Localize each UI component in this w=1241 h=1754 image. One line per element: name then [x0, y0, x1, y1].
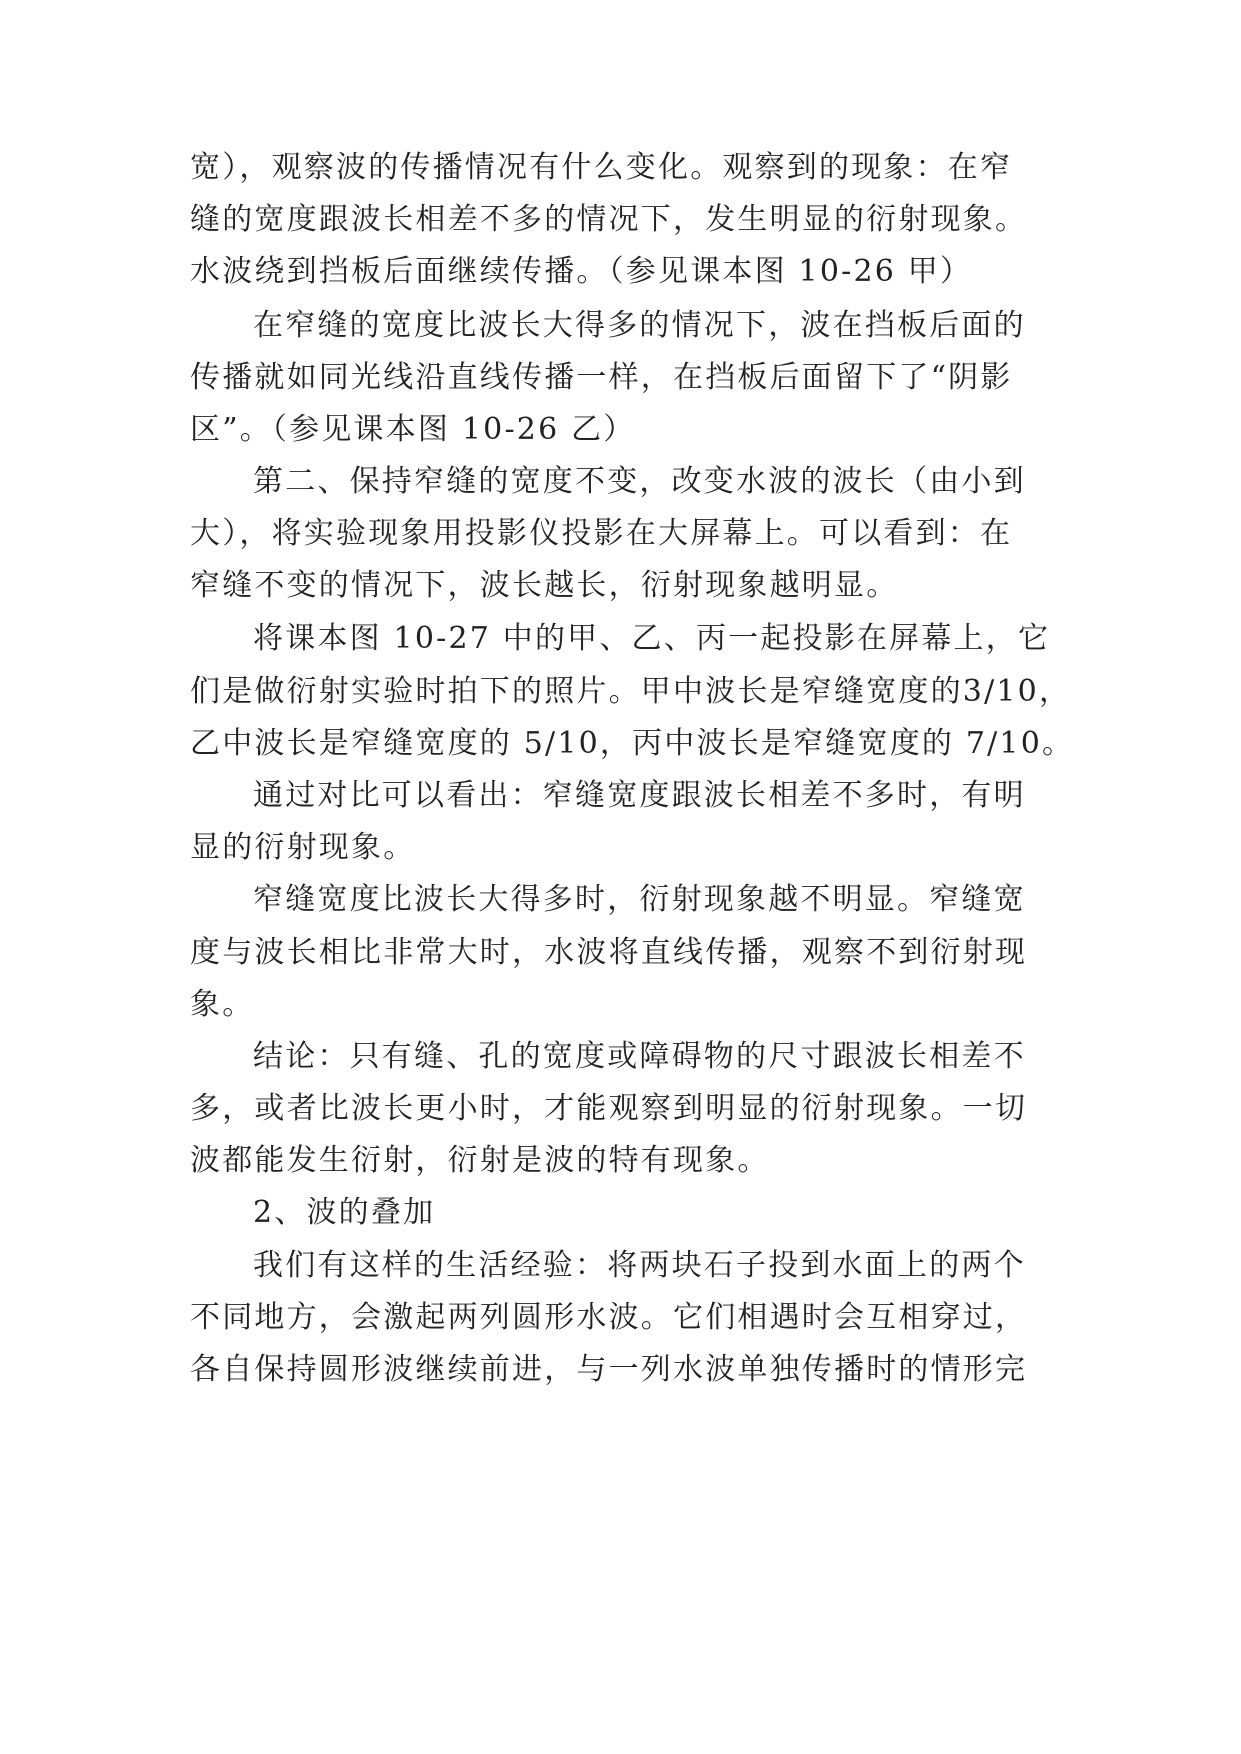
text-line: 象。	[190, 987, 255, 1022]
text-line: 区”。（参见课本图 10-26 乙）	[190, 412, 636, 447]
text-line: 水波绕到挡板后面继续传播。（参见课本图 10-26 甲）	[190, 254, 973, 289]
text-line: 不同地方，会激起两列圆形水波。它们相遇时会互相穿过，	[190, 1300, 1028, 1335]
text-line: 窄缝不变的情况下，波长越长，衍射现象越明显。	[190, 568, 899, 603]
text-line: 度与波长相比非常大时，水波将直线传播，观察不到衍射现	[190, 935, 1028, 970]
text-line: 大），将实验现象用投影仪投影在大屏幕上。可以看到：在	[190, 516, 1013, 551]
text-line: 们是做衍射实验时拍下的照片。甲中波长是窄缝宽度的3/10，	[190, 674, 1072, 709]
text-line: 传播就如同光线沿直线传播一样，在挡板后面留下了“阴影	[190, 360, 1013, 395]
paragraph-first-line: 通过对比可以看出：窄缝宽度跟波长相差不多时，有明	[253, 778, 1026, 813]
paragraph-first-line: 将课本图 10-27 中的甲、乙、丙一起投影在屏幕上，它	[253, 621, 1051, 656]
section-heading: 2、波的叠加	[253, 1195, 436, 1230]
paragraph-first-line: 结论：只有缝、孔的宽度或障碍物的尺寸跟波长相差不	[253, 1039, 1026, 1074]
text-line: 波都能发生衍射，衍射是波的特有现象。	[190, 1143, 770, 1178]
text-line: 显的衍射现象。	[190, 830, 416, 865]
text-line: 宽），观察波的传播情况有什么变化。观察到的现象：在窄	[190, 150, 1013, 185]
paragraph-first-line: 我们有这样的生活经验：将两块石子投到水面上的两个	[253, 1248, 1026, 1283]
text-line: 多，或者比波长更小时，才能观察到明显的衍射现象。一切	[190, 1091, 1028, 1126]
text-line: 乙中波长是窄缝宽度的 5/10，丙中波长是窄缝宽度的 7/10。	[190, 726, 1075, 761]
text-line: 缝的宽度跟波长相差不多的情况下，发生明显的衍射现象。	[190, 202, 1028, 237]
paragraph-first-line: 在窄缝的宽度比波长大得多的情况下，波在挡板后面的	[253, 308, 1026, 343]
text-line: 各自保持圆形波继续前进，与一列水波单独传播时的情形完	[190, 1352, 1028, 1387]
paragraph-first-line: 窄缝宽度比波长大得多时，衍射现象越不明显。窄缝宽	[253, 882, 1026, 917]
paragraph-first-line: 第二、保持窄缝的宽度不变，改变水波的波长（由小到	[253, 464, 1026, 499]
